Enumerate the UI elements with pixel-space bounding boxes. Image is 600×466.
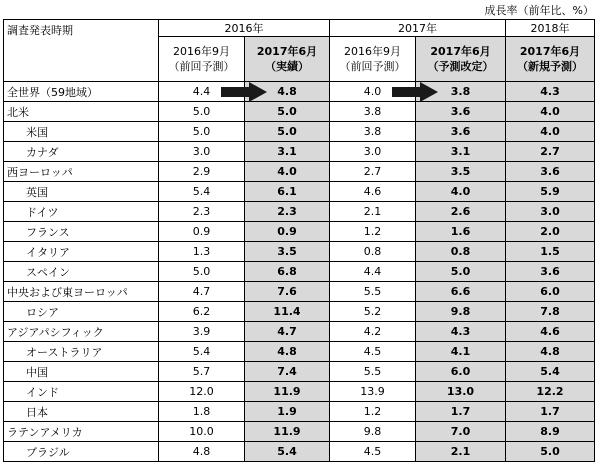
table-row xyxy=(4,82,595,102)
value-cell: 4.7 xyxy=(245,322,330,342)
value-cell: 5.5 xyxy=(330,282,416,302)
value-cell: 3.8 xyxy=(330,102,416,122)
header-year-2017: 2017年 xyxy=(330,20,506,37)
value-cell: 5.4 xyxy=(159,342,245,362)
value-cell: 5.0 xyxy=(245,122,330,142)
header-corner: 調査発表時期 xyxy=(4,20,159,82)
value-cell: 2.6 xyxy=(416,202,506,222)
region-name: 日本 xyxy=(4,402,159,422)
value-cell: 4.3 xyxy=(416,322,506,342)
table-body xyxy=(4,82,595,462)
value-cell: 2.1 xyxy=(416,442,506,462)
value-cell: 1.3 xyxy=(159,242,245,262)
value-cell: 6.1 xyxy=(245,182,330,202)
value-cell: 3.6 xyxy=(416,102,506,122)
value-cell: 5.4 xyxy=(159,182,245,202)
value-cell: 12.0 xyxy=(159,382,245,402)
region-name: オーストラリア xyxy=(4,342,159,362)
table-row xyxy=(4,322,595,342)
table-row xyxy=(4,302,595,322)
value-cell: 5.9 xyxy=(506,182,595,202)
value-cell: 1.2 xyxy=(330,222,416,242)
value-cell: 5.4 xyxy=(245,442,330,462)
region-name: ロシア xyxy=(4,302,159,322)
value-cell: 4.7 xyxy=(159,282,245,302)
value-cell: 4.6 xyxy=(330,182,416,202)
value-cell: 9.8 xyxy=(330,422,416,442)
region-name: ブラジル xyxy=(4,442,159,462)
value-cell: 5.2 xyxy=(330,302,416,322)
value-cell: 4.8 xyxy=(159,442,245,462)
table-row xyxy=(4,442,595,462)
value-cell: 6.8 xyxy=(245,262,330,282)
table-row xyxy=(4,222,595,242)
value-cell: 3.0 xyxy=(330,142,416,162)
table-row xyxy=(4,162,595,182)
value-cell: 3.0 xyxy=(506,202,595,222)
value-cell: 3.6 xyxy=(416,122,506,142)
table-row xyxy=(4,342,595,362)
value-cell: 3.5 xyxy=(416,162,506,182)
value-cell: 4.5 xyxy=(330,342,416,362)
value-cell: 5.0 xyxy=(159,262,245,282)
region-name: 英国 xyxy=(4,182,159,202)
value-cell: 4.8 xyxy=(506,342,595,362)
region-name: インド xyxy=(4,382,159,402)
value-cell: 10.0 xyxy=(159,422,245,442)
value-cell: 3.6 xyxy=(506,262,595,282)
value-cell: 1.8 xyxy=(159,402,245,422)
value-cell: 3.9 xyxy=(159,322,245,342)
region-name: カナダ xyxy=(4,142,159,162)
table-row xyxy=(4,202,595,222)
region-name: アジアパシフィック xyxy=(4,322,159,342)
value-cell: 3.6 xyxy=(506,162,595,182)
value-cell: 2.1 xyxy=(330,202,416,222)
value-cell: 7.8 xyxy=(506,302,595,322)
table-row xyxy=(4,402,595,422)
value-cell: 3.5 xyxy=(245,242,330,262)
header-sub-2017-prev: 2016年9月 （前回予測） xyxy=(330,37,416,82)
value-cell: 5.0 xyxy=(506,442,595,462)
header-year-2016: 2016年 xyxy=(159,20,330,37)
value-cell: 4.8 xyxy=(245,82,330,102)
region-name: 中国 xyxy=(4,362,159,382)
value-cell: 5.0 xyxy=(416,262,506,282)
header-sub-2016-prev: 2016年9月 （前回予測） xyxy=(159,37,245,82)
value-cell: 0.8 xyxy=(330,242,416,262)
value-cell: 13.9 xyxy=(330,382,416,402)
value-cell: 13.0 xyxy=(416,382,506,402)
value-cell: 7.6 xyxy=(245,282,330,302)
region-name: フランス xyxy=(4,222,159,242)
value-cell: 1.7 xyxy=(506,402,595,422)
value-cell: 11.9 xyxy=(245,422,330,442)
value-cell: 6.2 xyxy=(159,302,245,322)
region-name: 全世界（59地域） xyxy=(4,82,159,102)
value-cell: 0.9 xyxy=(159,222,245,242)
value-cell: 4.0 xyxy=(330,82,416,102)
region-name: スペイン xyxy=(4,262,159,282)
value-cell: 4.8 xyxy=(245,342,330,362)
table-row xyxy=(4,362,595,382)
value-cell: 4.4 xyxy=(330,262,416,282)
value-cell: 5.7 xyxy=(159,362,245,382)
value-cell: 4.0 xyxy=(506,102,595,122)
table-row xyxy=(4,282,595,302)
value-cell: 5.0 xyxy=(159,102,245,122)
value-cell: 11.4 xyxy=(245,302,330,322)
value-cell: 4.3 xyxy=(506,82,595,102)
value-cell: 12.2 xyxy=(506,382,595,402)
value-cell: 3.1 xyxy=(245,142,330,162)
table-row xyxy=(4,422,595,442)
table-row xyxy=(4,182,595,202)
value-cell: 1.5 xyxy=(506,242,595,262)
region-name: 米国 xyxy=(4,122,159,142)
header-sub-2016-actual: 2017年6月 （実績） xyxy=(245,37,330,82)
value-cell: 5.0 xyxy=(159,122,245,142)
table-row xyxy=(4,122,595,142)
value-cell: 8.9 xyxy=(506,422,595,442)
value-cell: 4.6 xyxy=(506,322,595,342)
table-row xyxy=(4,242,595,262)
table-row xyxy=(4,382,595,402)
value-cell: 6.0 xyxy=(506,282,595,302)
value-cell: 3.8 xyxy=(330,122,416,142)
value-cell: 4.2 xyxy=(330,322,416,342)
value-cell: 4.4 xyxy=(159,82,245,102)
table-row xyxy=(4,102,595,122)
value-cell: 3.1 xyxy=(416,142,506,162)
value-cell: 0.8 xyxy=(416,242,506,262)
header-sub-2018-new: 2017年6月 （新規予測） xyxy=(506,37,595,82)
value-cell: 2.3 xyxy=(159,202,245,222)
value-cell: 6.0 xyxy=(416,362,506,382)
growth-rate-table xyxy=(3,19,595,462)
region-name: 北米 xyxy=(4,102,159,122)
value-cell: 2.3 xyxy=(245,202,330,222)
value-cell: 0.9 xyxy=(245,222,330,242)
value-cell: 9.8 xyxy=(416,302,506,322)
value-cell: 4.1 xyxy=(416,342,506,362)
value-cell: 5.4 xyxy=(506,362,595,382)
value-cell: 5.5 xyxy=(330,362,416,382)
value-cell: 2.7 xyxy=(506,142,595,162)
region-name: イタリア xyxy=(4,242,159,262)
value-cell: 4.0 xyxy=(506,122,595,142)
value-cell: 1.6 xyxy=(416,222,506,242)
arrow-right-icon xyxy=(221,82,267,102)
value-cell: 2.9 xyxy=(159,162,245,182)
unit-note: 成長率（前年比、%） xyxy=(484,4,594,17)
value-cell: 4.5 xyxy=(330,442,416,462)
header-sub-2017-revised: 2017年6月 （予測改定） xyxy=(416,37,506,82)
value-cell: 11.9 xyxy=(245,382,330,402)
region-name: ドイツ xyxy=(4,202,159,222)
table-row xyxy=(4,142,595,162)
value-cell: 5.0 xyxy=(245,102,330,122)
arrow-right-icon xyxy=(392,82,438,102)
value-cell: 7.4 xyxy=(245,362,330,382)
value-cell: 4.0 xyxy=(245,162,330,182)
table-row xyxy=(4,262,595,282)
value-cell: 2.0 xyxy=(506,222,595,242)
value-cell: 3.0 xyxy=(159,142,245,162)
value-cell: 6.6 xyxy=(416,282,506,302)
value-cell: 4.0 xyxy=(416,182,506,202)
value-cell: 2.7 xyxy=(330,162,416,182)
region-name: 西ヨーロッパ xyxy=(4,162,159,182)
header-year-2018: 2018年 xyxy=(506,20,595,37)
value-cell: 1.9 xyxy=(245,402,330,422)
value-cell: 3.8 xyxy=(416,82,506,102)
region-name: ラテンアメリカ xyxy=(4,422,159,442)
value-cell: 7.0 xyxy=(416,422,506,442)
region-name: 中央および東ヨーロッパ xyxy=(4,282,159,302)
value-cell: 1.2 xyxy=(330,402,416,422)
value-cell: 1.7 xyxy=(416,402,506,422)
